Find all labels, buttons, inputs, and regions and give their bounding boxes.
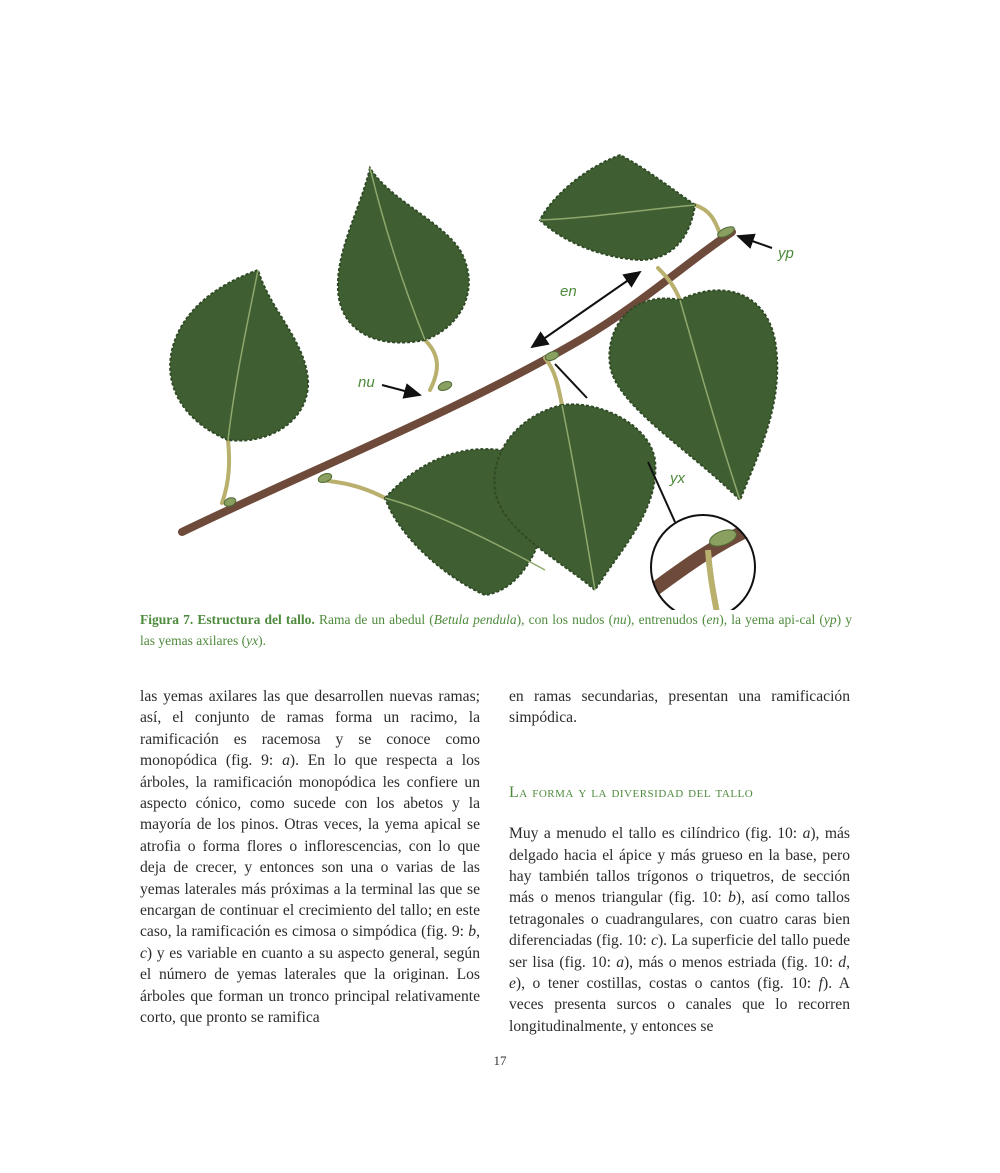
label-nu: nu bbox=[358, 374, 375, 391]
birch-branch-illustration bbox=[160, 140, 820, 610]
text-run: Muy a menudo el tallo es cilíndrico (fig. 10: bbox=[509, 825, 803, 843]
caption-term-yp: yp bbox=[823, 612, 837, 627]
page-number: 17 bbox=[493, 1053, 507, 1068]
caption-label: Figura 7. Estructura del tallo. bbox=[140, 612, 315, 627]
caption-text: ), entrenudos ( bbox=[626, 612, 707, 627]
text-italic: a bbox=[282, 752, 290, 770]
text-italic: c bbox=[140, 944, 147, 962]
text-run: ), más o menos estriada (fig. 10: bbox=[623, 953, 839, 971]
label-en: en bbox=[560, 283, 577, 300]
figure-caption bbox=[140, 609, 852, 651]
magnifier-lens bbox=[640, 515, 770, 610]
paragraph bbox=[140, 686, 480, 1029]
text-italic: b bbox=[728, 889, 736, 907]
caption-text: ). bbox=[258, 633, 266, 648]
text-italic: a bbox=[616, 953, 624, 971]
text-run: ). En lo que respecta a los árboles, la ramificación monopódica les confiere un aspecto cónico, como sucede con los abetos y la mayoría de los pinos. Otras veces, la yema apical se atrofia o forma flores o inflorescencias, con lo que deja de crecer, y entonces son una o varias de las yemas laterales más próximas a la terminal las que se encargan de continuar el crecimiento del tallo; en este caso, la ramificación es cimosa o simpódica (fig. 9: bbox=[140, 752, 480, 941]
text-run: ), así como tallos tetragonales o cuadrangulares, con cuatro caras bien diferenciadas (fig. 10: bbox=[509, 889, 850, 950]
text-run: ), o tener costillas, costas o cantos (fig. 10: bbox=[515, 975, 819, 993]
leaf-1 bbox=[170, 270, 308, 441]
caption-term-yx: yx bbox=[246, 633, 259, 648]
section-heading: La forma y la diversidad del tallo bbox=[509, 783, 754, 801]
caption-text: ), la yema api-cal ( bbox=[719, 612, 824, 627]
text-run: , bbox=[476, 923, 480, 941]
text-italic: d bbox=[838, 953, 847, 971]
text-italic: b bbox=[468, 923, 477, 941]
paragraph-intro: en ramas secundarias, presentan una ramificación simpódica. bbox=[509, 688, 850, 727]
text-run: ). A veces presenta surcos o canales que lo recorren longitudinalmente, y entonces se bbox=[509, 975, 851, 1035]
caption-term-nu: nu bbox=[613, 612, 627, 627]
right-column bbox=[509, 686, 850, 1037]
text-run: ) y es variable en cuanto a su aspecto general, según el número de yemas laterales que la originan. Los árboles que forman un tronco principal relativamente corto, que pronto se ramifica bbox=[140, 944, 480, 1027]
leaf-2 bbox=[338, 168, 469, 343]
label-yx: yx bbox=[670, 470, 685, 487]
caption-text: Rama de un abedul ( bbox=[318, 612, 434, 627]
text-run: , bbox=[846, 953, 850, 971]
paragraph bbox=[509, 823, 850, 1037]
text-italic: c bbox=[651, 932, 658, 950]
text-italic: e bbox=[509, 975, 516, 993]
arrow-nu bbox=[382, 385, 420, 395]
caption-text: ) y las yemas axilares ( bbox=[140, 612, 852, 648]
text-italic: a bbox=[802, 825, 811, 843]
caption-term-en: en bbox=[706, 612, 720, 627]
text-run: las yemas axilares las que desarrollen nuevas ramas; así, el conjunto de ramas forma un racimo, la ramificación es racemosa y se conoce como monopódica (fig. 9: bbox=[140, 688, 480, 770]
figure-birch-branch bbox=[160, 140, 820, 610]
caption-species: Betula pendula bbox=[433, 612, 517, 627]
left-column bbox=[140, 686, 480, 1029]
text-run: ), más delgado hacia el ápice y más grueso en la base, pero hay también tallos trígonos o triquetros, de sección más o menos triangular (fig. 10: bbox=[509, 825, 851, 907]
label-yp: yp bbox=[778, 245, 794, 262]
text-run: ). La superficie del tallo puede ser lisa (fig. 10: bbox=[509, 932, 850, 971]
text-italic: f bbox=[818, 975, 823, 993]
arrow-yp bbox=[738, 236, 772, 248]
caption-text: ), con los nudos ( bbox=[516, 612, 614, 627]
leaf-6 bbox=[540, 155, 695, 260]
